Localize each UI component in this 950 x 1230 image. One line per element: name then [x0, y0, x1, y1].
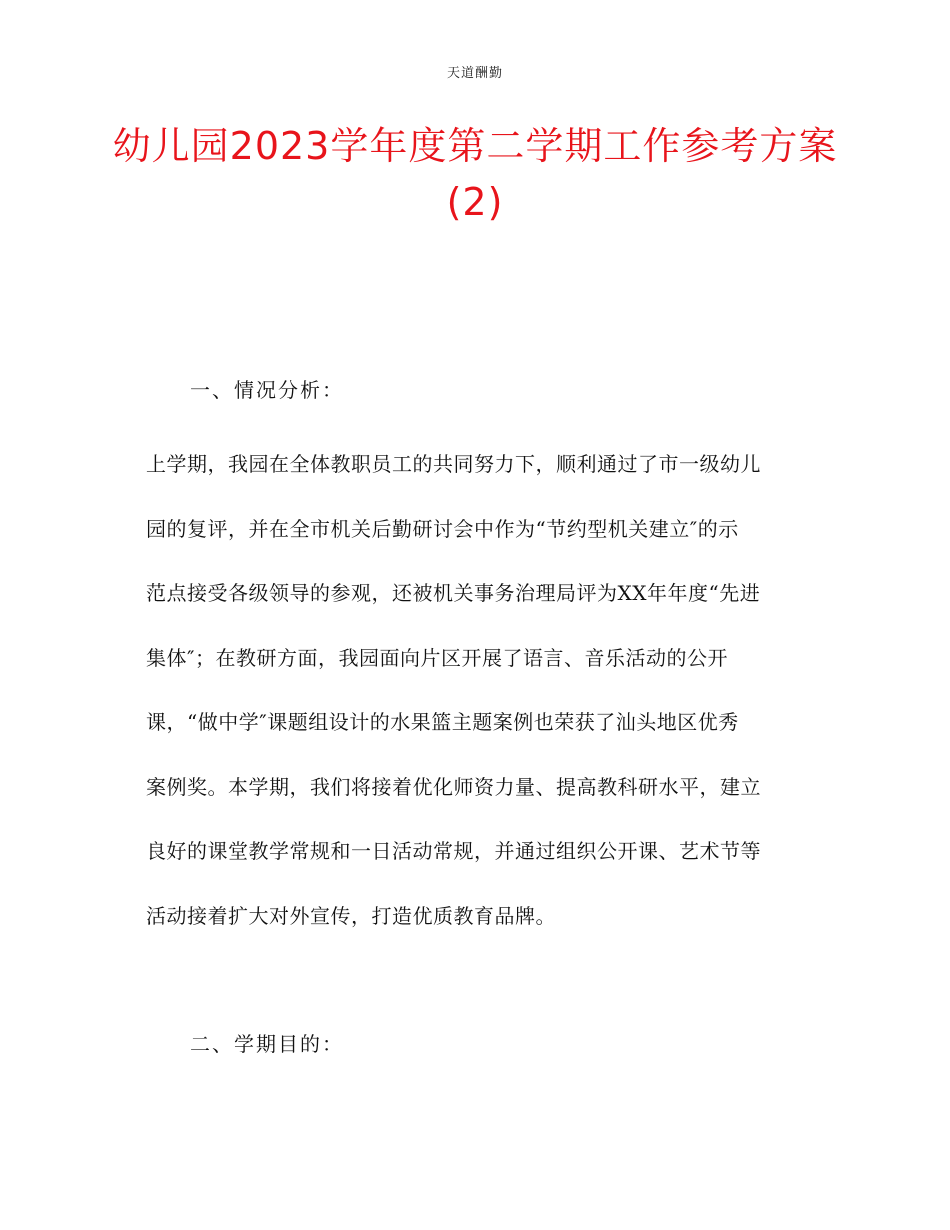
paragraph-line: 案例奖。本学期，我们将接着优化师资力量、提高教科研水平，建立	[146, 774, 761, 799]
section-heading-situation-analysis: 一、情况分析：	[190, 378, 344, 402]
paragraph-line: 良好的课堂教学常规和一日活动常规，并通过组织公开课、艺术节等	[146, 839, 761, 863]
paragraph-line: 集体″；在教研方面，我园面向片区开展了语言、音乐活动的公开	[146, 645, 728, 670]
paragraph-line: 园的复评，并在全市机关后勤研讨会中作为“节约型机关建立″的示	[146, 516, 739, 541]
paragraph-line: 活动接着扩大对外宣传，打造优质教育品牌。	[146, 903, 556, 928]
section-body-paragraph	[146, 432, 806, 948]
paragraph-line: 上学期，我园在全体教职员工的共同努力下，顺利通过了市一级幼儿	[146, 452, 761, 476]
section-heading-semester-goals: 二、学期目的：	[190, 1032, 344, 1056]
paragraph-line: 课，“做中学″课题组设计的水果篮主题案例也荣获了汕头地区优秀	[146, 710, 739, 734]
page-header: 天道酬勤	[446, 66, 503, 81]
paragraph-line: 范点接受各级领导的参观，还被机关事务治理局评为XX年年度“先进	[146, 581, 761, 605]
document-title: 幼儿园2023学年度第二学期工作参考方案 (2)	[112, 124, 838, 224]
